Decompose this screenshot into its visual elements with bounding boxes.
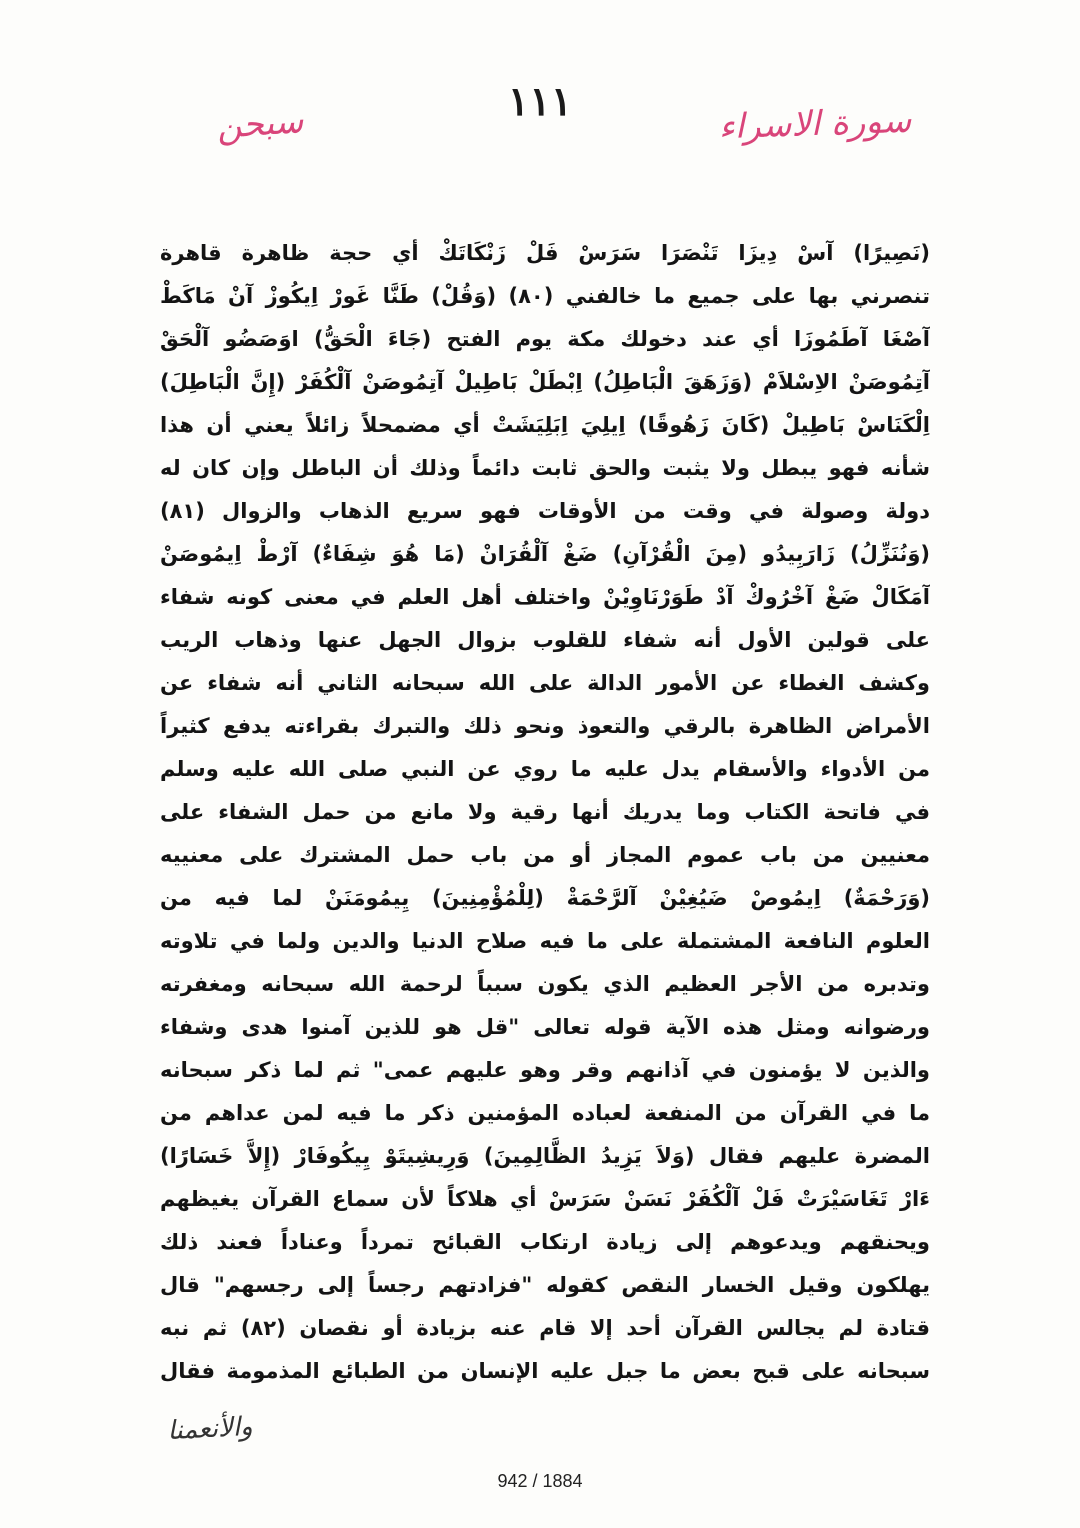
text-line: المضرة عليهم فقال (وَلاَ يَزِيدُ الظَّالِمِينَ) وَرِيشِيتَوْ يِيكُوفَارْ (إِلاَّ خَسَارًا) bbox=[160, 1144, 930, 1168]
page-number: ١١١ bbox=[507, 78, 573, 125]
text-line: ويحنقهم ويدعوهم إلى زيادة ارتكاب القبائح تمرداً وعناداً فعند ذلك bbox=[160, 1230, 930, 1254]
handwritten-footer-note: والأنعمنا bbox=[166, 1411, 254, 1447]
text-line: سبحانه على قبح بعض ما جبل عليه الإنسان من الطبائع المذمومة فقال bbox=[160, 1359, 930, 1383]
text-line: وكشف الغطاء عن الأمور الدالة على الله سبحانه الثاني أنه شفاء عن bbox=[160, 671, 930, 695]
text-line: من الأدواء والأسقام يدل عليه ما روي عن النبي صلى الله عليه وسلم bbox=[160, 757, 930, 781]
text-line: دولة وصولة في وقت من الأوقات فهو سريع الذهاب والزوال (٨١) bbox=[160, 499, 930, 523]
text-line: العلوم النافعة المشتملة على ما فيه صلاح الدنيا والدين ولما في تلاوته bbox=[160, 929, 930, 953]
text-line: ءَارْ تَغَاسَيْرَتْ فَلْ آلْكُفَرْ نَسَنْ سَرَسْ أي هلاكاً لأن سماع القرآن يغيظهم bbox=[160, 1187, 930, 1211]
text-line: معنيين من باب عموم المجاز أو من باب حمل المشترك على معنييه bbox=[160, 843, 930, 867]
handwritten-surah-note: سورة الاسراء bbox=[718, 100, 912, 148]
text-line: (نَصِيرًا) آسْ دِيزَا تَنْصَرَا سَرَسْ فَلْ زَنْكَاتَكْ أي حجة ظاهرة قاهرة bbox=[160, 241, 930, 265]
text-line: ورضوانه ومثل هذه الآية قوله تعالى "قل هو للذين آمنوا هدى وشفاء bbox=[160, 1015, 930, 1039]
handwritten-part-note: سبحن bbox=[215, 101, 305, 147]
text-line: شأنه فهو يبطل ولا يثبت والحق ثابت دائماً وذلك أن الباطل وإن كان له bbox=[160, 456, 930, 480]
text-line: آصْغَا آطَمُوزَا أي عند دخولك مكة يوم الفتح (جَاءَ الْحَقُّ) اوَصَضُو آلْحَقْ bbox=[160, 327, 930, 351]
text-body bbox=[160, 232, 930, 1393]
text-line: ما في القرآن من المنفعة لعباده المؤمنين ذكر ما فيه لمن عداهم من bbox=[160, 1101, 930, 1125]
text-line: وتدبره من الأجر العظيم الذي يكون سبباً لرحمة الله سبحانه ومغفرته bbox=[160, 972, 930, 996]
text-line: الأمراض الظاهرة بالرقي والتعوذ ونحو ذلك والتبرك بقراءته يدفع كثيراً bbox=[160, 714, 930, 738]
text-line: آمَكَالْ ضَغْ آخْرُوكْ آدْ طَوَرْنَاوِيْنْ واختلف أهل العلم في معنى كونه شفاء bbox=[160, 585, 930, 609]
text-line: اِلْكَنَاسْ بَاطِيلْ (كَانَ زَهُوقًا) اِيلِيَ اِبَلِيَشَتْ أي مضمحلاً زائلاً يعني أن هذا bbox=[160, 413, 930, 437]
text-line: في فاتحة الكتاب وما يدريك أنها رقية ولا مانع من حمل الشفاء على bbox=[160, 800, 930, 824]
text-line: قتادة لم يجالس القرآن أحد إلا قام عنه بزيادة أو نقصان (٨٢) ثم نبه bbox=[160, 1316, 930, 1340]
text-line: والذين لا يؤمنون في آذانهم وقر وهو عليهم عمى" ثم لما ذكر سبحانه bbox=[160, 1058, 930, 1082]
page-counter: 942 / 1884 bbox=[497, 1471, 583, 1491]
text-line: على قولين الأول أنه شفاء للقلوب بزوال الجهل عنها وذهاب الريب bbox=[160, 628, 930, 652]
text-line: آتِمُوصَنْ الاِسْلاَمْ (وَزَهَقَ الْبَاطِلُ) اِبْطَلْ بَاطِيلْ آتِمُوصَنْ آلْكُفَرْ (إِنَّ الْبَاطِلَ) bbox=[160, 370, 930, 394]
text-line: يهلكون وقيل الخسار النقص كقوله "فزادتهم رجساً إلى رجسهم" قال bbox=[160, 1273, 930, 1297]
text-line: تنصرني بها على جميع ما خالفني (٨٠) (وَقُلْ) طَنَّا غَورْ اِيكُوزْ آنْ مَاكَطْ bbox=[160, 284, 930, 308]
text-line: (وَنُنَزِّلُ) زَارَبِيدُو (مِنَ الْقُرْآنِ) ضَغْ آلْقُرَانْ (مَا هُوَ شِفَاءٌ) آرْطْ اِيمُوصَنْ bbox=[160, 542, 930, 566]
text-line: (وَرَحْمَةٌ) اِيمُوصْ ضَيُغِيْنْ آلرَّحْمَةْ (لِلْمُؤْمِنِينَ) يِيمُومَنَنْ لما فيه من bbox=[160, 886, 930, 910]
